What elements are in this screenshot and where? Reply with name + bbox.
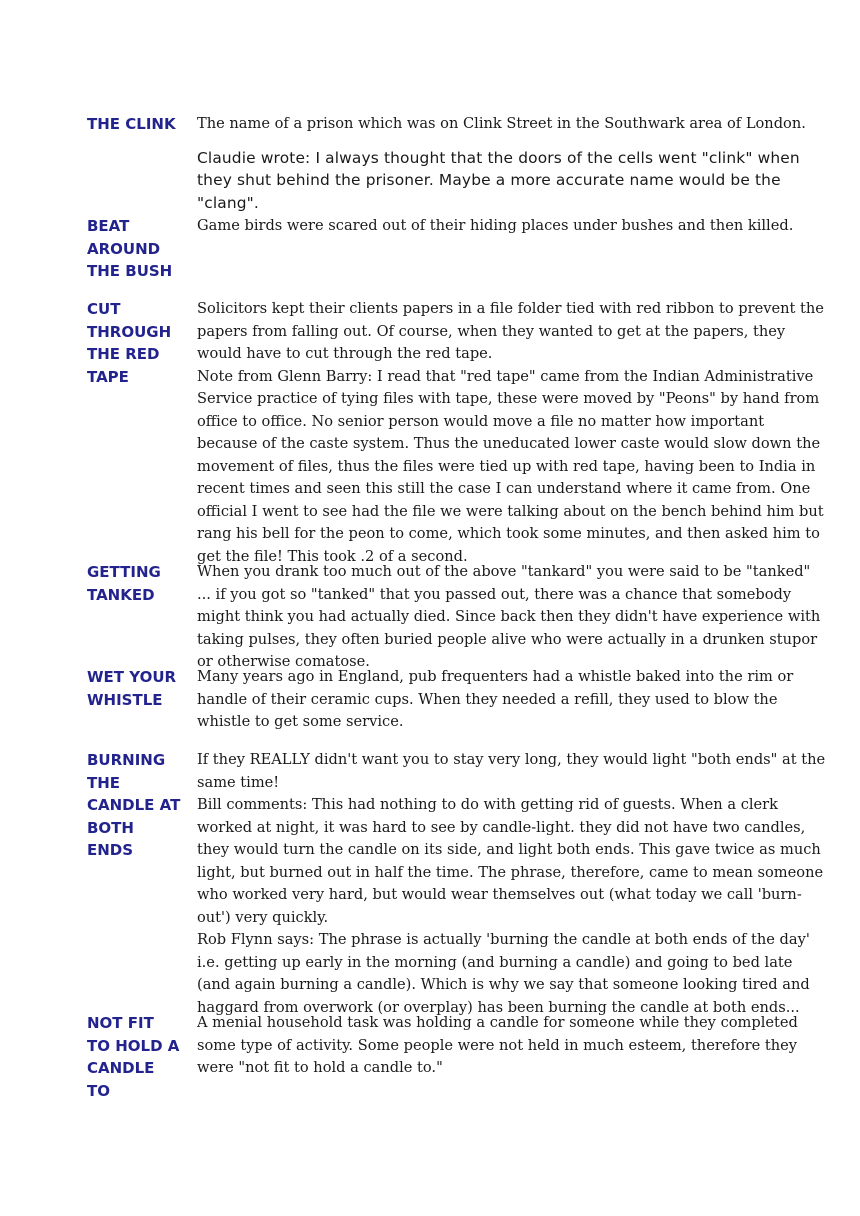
definition <box>197 113 827 214</box>
definition-paragraph: Solicitors kept their clients papers in a file folder tied with red ribbon to prevent the papers from falling out. Of course, when they wanted to get at the papers, they would have to cut through the red tape. <box>197 300 824 362</box>
definition <box>197 1012 827 1080</box>
term-heading: GETTING TANKED <box>87 563 161 604</box>
term-heading: WET YOUR WHISTLE <box>87 668 177 709</box>
definition-paragraph: If they REALLY didn't want you to stay very long, they would light "both ends" at the same time! <box>197 751 826 791</box>
term-heading: BURNING THE CANDLE AT BOTH ENDS <box>87 751 181 859</box>
term-heading: NOT FIT TO HOLD A CANDLE TO <box>87 1014 180 1100</box>
definition-paragraph: A menial household task was holding a candle for someone while they completed some type of activity. Some people were not held in much esteem, therefore they were "not fit to hold a candle to." <box>197 1014 798 1076</box>
comment-paragraph: Bill comments: This had nothing to do with getting rid of guests. When a clerk worked at night, it was hard to see by candle-light. they did not have two candles, they would turn the candle on its side, and light both ends. This gave twice as much light, but burned out in half the time. The phrase, therefore, came to mean someone who worked very hard, but would wear themselves out (what today we call 'burn-out') very quickly. <box>197 796 824 926</box>
definition <box>197 215 827 238</box>
definition-paragraph: The name of a prison which was on Clink Street in the Southwark area of London. <box>197 115 806 132</box>
comment-paragraph: Note from Glenn Barry: I read that "red tape" came from the Indian Administrative Service practice of tying files with tape, these were moved by "Peons" by hand from office to office. No senior person would move a file no matter how important because of the caste system. Thus the uneducated lower caste would slow down the movement of files, thus the files were tied up with red tape, having been to India in recent times and seen this still the case I can understand where it came from. One official I went to see had the file we were talking about on the bench behind him but rang his bell for the peon to come, which took some minutes, and then asked him to get the file! This took .2 of a second. <box>197 367 824 565</box>
comment-paragraph: Claudie wrote: I always thought that the doors of the cells went "clink" when they shut behind the prisoner. Maybe a more accurate name would be the "clang". <box>197 148 800 212</box>
comment-paragraph: Rob Flynn says: The phrase is actually 'burning the candle at both ends of the day' i.e. getting up early in the morning (and burning a candle) and going to bed late (and again burning a candle). Which is why we say that someone looking tired and haggard from overwork (or overplay) has been burning the candle at both ends... <box>197 931 810 1016</box>
term-heading: THE CLINK <box>87 115 176 133</box>
term-heading: CUT THROUGH THE RED TAPE <box>87 300 172 386</box>
definition <box>197 749 827 1019</box>
definition-paragraph: When you drank too much out of the above "tankard" you were said to be "tanked" ... if you got so "tanked" that you passed out, there was a chance that somebody might think you had actually died. Since back then they didn't have experience with taking pulses, they often buried people alive who were actually in a drunken stupor or otherwise comatose. <box>197 563 821 670</box>
definition-paragraph: Many years ago in England, pub frequenters had a whistle baked into the rim or handle of their ceramic cups. When they needed a refill, they used to blow the whistle to get some service. <box>197 668 794 730</box>
definition <box>197 298 827 568</box>
definition-paragraph: Game birds were scared out of their hiding places under bushes and then killed. <box>197 217 794 234</box>
term-heading: BEAT AROUND THE BUSH <box>87 217 173 280</box>
definition <box>197 561 827 674</box>
definition <box>197 666 827 734</box>
